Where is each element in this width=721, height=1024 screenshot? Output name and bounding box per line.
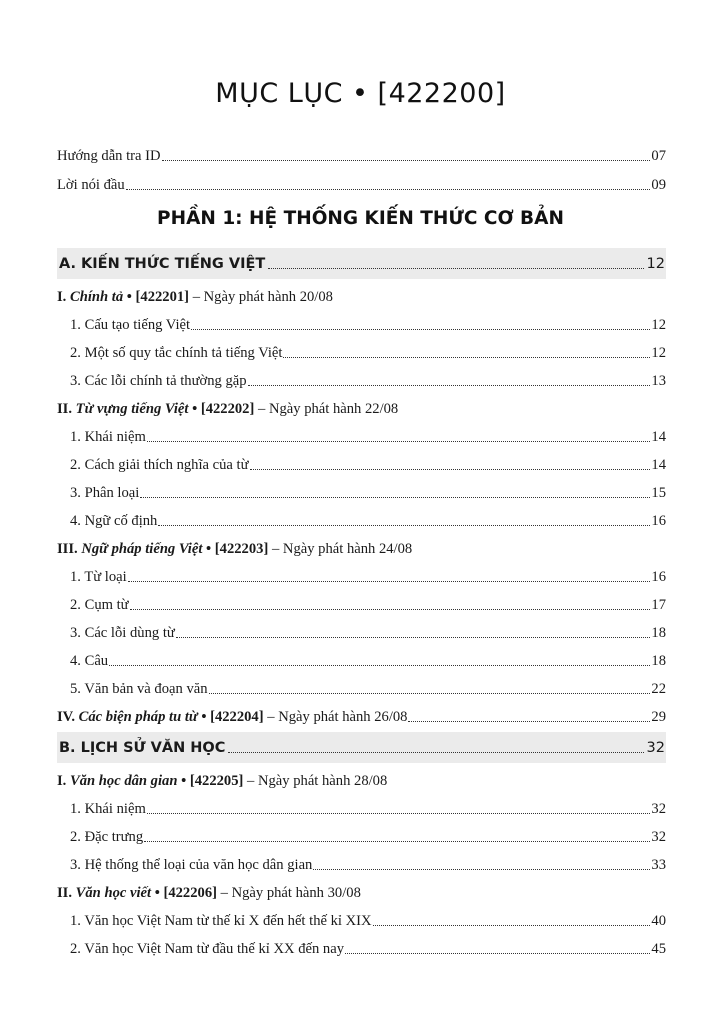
chapter-release-date: – Ngày phát hành 26/08 — [263, 709, 408, 725]
part-title: PHẦN 1: HỆ THỐNG KIẾN THỨC CƠ BẢN — [157, 208, 564, 229]
toc-entry[interactable] — [70, 646, 666, 670]
page-title: MỤC LỤC • [422200] — [215, 78, 506, 109]
toc-entry-label: 1. Cấu tạo tiếng Việt — [70, 317, 191, 333]
chapter-heading[interactable] — [57, 702, 666, 726]
toc-entry-label: 5. Văn bản và đoạn văn — [70, 681, 208, 697]
chapter-release-date: – Ngày phát hành 28/08 — [243, 773, 388, 789]
dot-leader — [313, 868, 650, 870]
chapter-main-title: Từ vựng tiếng Việt — [75, 401, 189, 417]
chapter-heading[interactable] — [57, 766, 666, 790]
chapter-code: • [422203] — [202, 541, 269, 557]
dot-leader — [140, 496, 650, 498]
toc-entry[interactable] — [70, 618, 666, 642]
toc-page-number: 22 — [651, 681, 666, 697]
toc-page-number: 16 — [651, 569, 666, 585]
dot-leader — [144, 840, 650, 842]
chapter-release-date: – Ngày phát hành 22/08 — [254, 401, 399, 417]
toc-entry[interactable] — [70, 850, 666, 874]
toc-entry[interactable] — [70, 506, 666, 530]
dot-leader — [158, 524, 650, 526]
section-heading-b[interactable] — [57, 732, 666, 763]
dot-leader — [248, 384, 651, 386]
toc-entry[interactable] — [70, 674, 666, 698]
chapter-roman: IV. — [57, 709, 79, 725]
toc-entry[interactable] — [70, 562, 666, 586]
toc-page-number: 12 — [646, 255, 665, 272]
chapter-code: • [422202] — [188, 401, 255, 417]
chapter-roman: II. — [57, 401, 76, 417]
dot-leader — [408, 720, 650, 722]
chapter-main-title: Ngữ pháp tiếng Việt — [81, 541, 203, 557]
toc-entry[interactable] — [70, 310, 666, 334]
toc-page-number: 12 — [651, 317, 666, 333]
chapter-title — [57, 708, 407, 726]
section-heading-a[interactable] — [57, 248, 666, 279]
dot-leader — [268, 267, 643, 269]
chapter-code: • [422204] — [197, 709, 264, 725]
toc-entry-label: Hướng dẫn tra ID — [57, 148, 161, 164]
chapter-release-date: – Ngày phát hành 24/08 — [268, 541, 413, 557]
toc-page-number: 32 — [651, 829, 666, 845]
section-label: B. LỊCH SỬ VĂN HỌC — [59, 739, 226, 756]
toc-entry[interactable] — [70, 822, 666, 846]
toc-page-number: 15 — [651, 485, 666, 501]
toc-entry-label: 2. Cách giải thích nghĩa của từ — [70, 457, 249, 473]
toc-entry-label: 2. Văn học Việt Nam từ đầu thế kỉ XX đến nay — [70, 941, 344, 957]
toc-entry-label: 3. Phân loại — [70, 485, 140, 501]
toc-entry-label: 2. Cụm từ — [70, 597, 129, 613]
dot-leader — [126, 188, 651, 190]
dot-leader — [345, 952, 650, 954]
toc-page-number: 14 — [651, 457, 666, 473]
chapter-heading[interactable] — [57, 878, 666, 902]
chapter-code: • [422201] — [123, 289, 190, 305]
chapter-roman: I. — [57, 773, 70, 789]
dot-leader — [109, 664, 650, 666]
toc-page-number: 16 — [651, 513, 666, 529]
dot-leader — [128, 580, 651, 582]
chapter-release-date: – Ngày phát hành 20/08 — [189, 289, 333, 305]
toc-entry-label: 2. Một số quy tắc chính tả tiếng Việt — [70, 345, 283, 361]
chapter-title — [57, 772, 387, 790]
chapter-roman: I. — [57, 289, 70, 305]
toc-page-number: 40 — [651, 913, 666, 929]
dot-leader — [250, 468, 651, 470]
dot-leader — [191, 328, 650, 330]
dot-leader — [209, 692, 651, 694]
toc-page-number: 33 — [651, 857, 666, 873]
dot-leader — [147, 440, 651, 442]
dot-leader — [283, 356, 650, 358]
toc-entry[interactable] — [70, 450, 666, 474]
chapter-roman: II. — [57, 885, 76, 901]
chapter-code: • [422206] — [151, 885, 217, 901]
toc-entry[interactable] — [70, 590, 666, 614]
toc-entry-preface[interactable] — [57, 170, 666, 194]
toc-entry-label: 3. Các lỗi dùng từ — [70, 625, 175, 641]
chapter-heading[interactable] — [57, 394, 666, 418]
toc-entry[interactable] — [70, 338, 666, 362]
chapter-heading[interactable] — [57, 282, 666, 306]
chapter-main-title: Văn học dân gian — [69, 773, 178, 789]
chapter-main-title: Các biện pháp tu từ — [78, 709, 198, 725]
toc-page-number: 13 — [651, 373, 666, 389]
chapter-title — [57, 540, 412, 558]
toc-entry-label: 4. Ngữ cố định — [70, 513, 158, 529]
chapter-release-date: – Ngày phát hành 30/08 — [216, 885, 361, 901]
toc-entry[interactable] — [70, 478, 666, 502]
chapter-title — [57, 288, 333, 306]
toc-entry[interactable] — [70, 422, 666, 446]
toc-page-number: 17 — [651, 597, 666, 613]
dot-leader — [176, 636, 651, 638]
dot-leader — [228, 751, 643, 753]
toc-page-number: 29 — [651, 709, 666, 725]
toc-entry[interactable] — [70, 794, 666, 818]
toc-entry-guide[interactable] — [57, 141, 666, 165]
toc-entry-label: 1. Văn học Việt Nam từ thế kỉ X đến hết thế kỉ XIX — [70, 913, 372, 929]
toc-entry-label: 3. Hệ thống thể loại của văn học dân gian — [70, 857, 313, 873]
dot-leader — [130, 608, 651, 610]
toc-entry-label: 2. Đặc trưng — [70, 829, 144, 845]
toc-page-number: 45 — [651, 941, 666, 957]
toc-entry-label: 1. Khái niệm — [70, 801, 146, 817]
toc-page-number: 14 — [651, 429, 666, 445]
toc-page-number: 09 — [651, 177, 666, 193]
toc-entry[interactable] — [70, 906, 666, 930]
toc-entry-label: Lời nói đầu — [57, 177, 125, 193]
toc-entry-label: 1. Khái niệm — [70, 429, 146, 445]
dot-leader — [373, 924, 651, 926]
toc-entry[interactable] — [70, 934, 666, 958]
dot-leader — [162, 159, 651, 161]
chapter-heading[interactable] — [57, 534, 666, 558]
chapter-main-title: Chính tả — [69, 289, 124, 305]
toc-entry[interactable] — [70, 366, 666, 390]
chapter-roman: III. — [57, 541, 82, 557]
chapter-title — [57, 884, 361, 902]
toc-page-number: 32 — [651, 801, 666, 817]
chapter-code: • [422205] — [177, 773, 244, 789]
toc-page-number: 18 — [651, 625, 666, 641]
toc-page-number: 12 — [651, 345, 666, 361]
dot-leader — [147, 812, 651, 814]
toc-entry-label: 3. Các lỗi chính tả thường gặp — [70, 373, 247, 389]
toc-entry-label: 4. Câu — [70, 653, 109, 669]
section-label: A. KIẾN THỨC TIẾNG VIỆT — [59, 255, 266, 272]
chapter-main-title: Văn học viết — [75, 885, 152, 901]
toc-page-number: 07 — [651, 148, 666, 164]
toc-page-number: 32 — [646, 739, 665, 756]
chapter-title — [57, 400, 398, 418]
toc-page-number: 18 — [651, 653, 666, 669]
toc-entry-label: 1. Từ loại — [70, 569, 127, 585]
